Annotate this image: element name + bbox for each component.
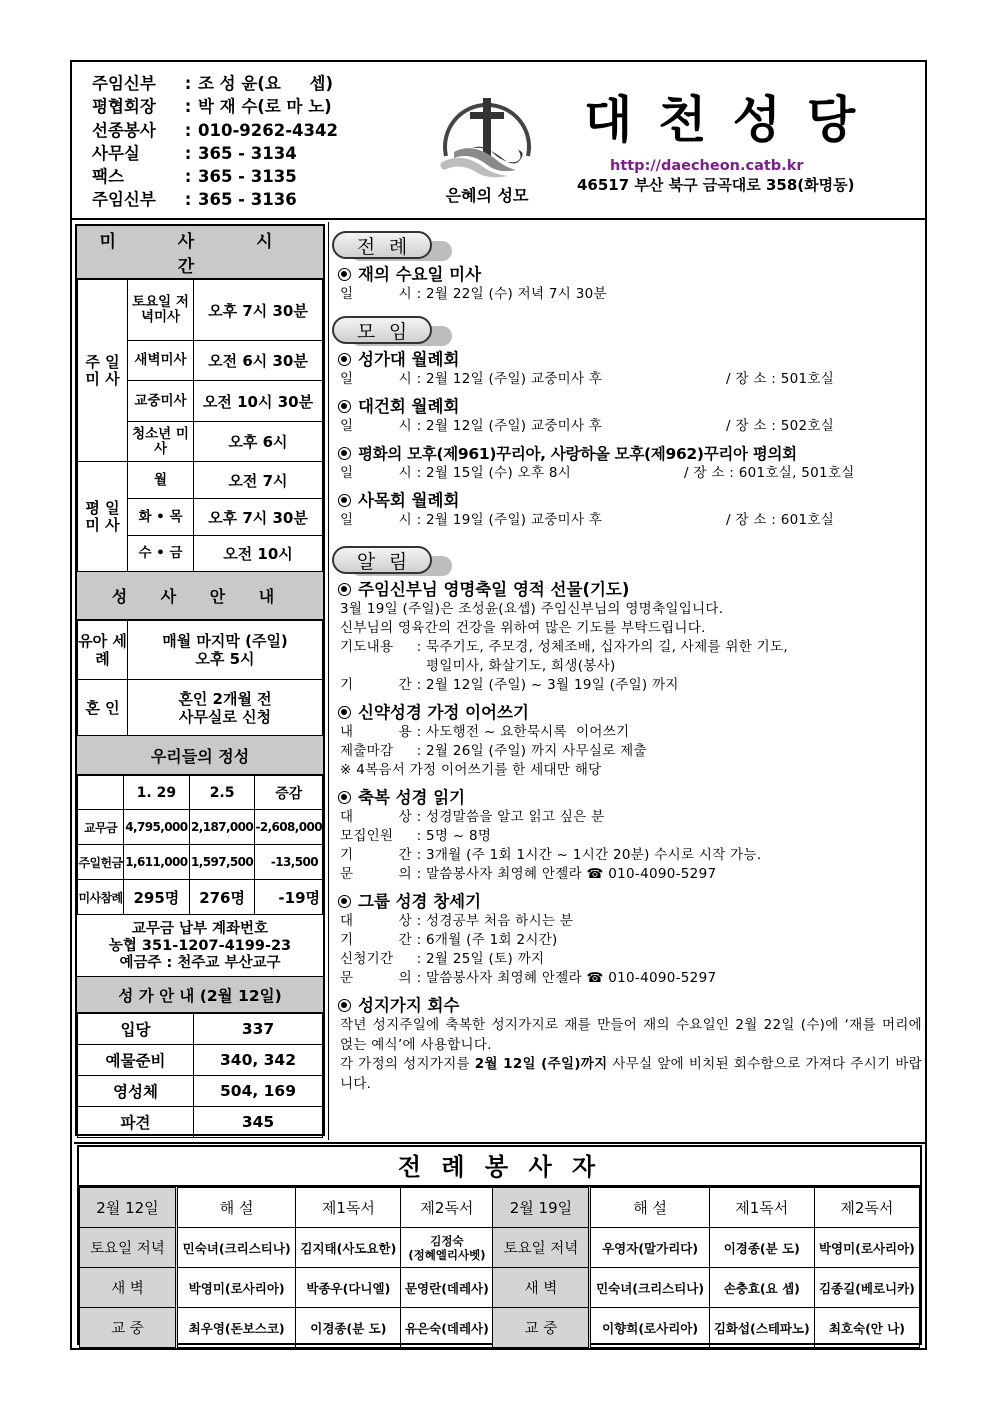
notice-bible-reading: 축복 성경 읽기 대 상 : 성경말씀을 알고 읽고 싶은 분 모집인원 : 5명 ~ 8명 기 간 : 3개월 (주 1회 1시간 ~ 1시간 20분) 수시로 시작 가능. 문 의 : 말씀봉사자 최영혜 안젤라 ☎ 010-4090-5297 xyxy=(340,788,762,882)
servers-title: 전 례 봉 사 자 xyxy=(79,1147,920,1187)
cross-wave-icon xyxy=(432,86,542,181)
column-divider xyxy=(328,222,329,1140)
logo-caption: 은혜의 성모 xyxy=(445,186,529,205)
meeting-item: 사목회 월례회 일 시 : 2월 19일 (주일) 교중미사 후 / 장 소 : 601호실 xyxy=(340,491,835,528)
sacraments-title: 성 사 안 내 xyxy=(77,572,323,620)
offerings-table: 1. 29 2.5 증감 교무금 4,795,000 2,187,000 -2,608,000 주일헌금 1,611,000 1,597,500 -13,500 미사참례 295명 276명 -19명 xyxy=(77,775,323,915)
section-tag-liturgy: 전 례 xyxy=(332,231,432,261)
notice-genesis: 그룹 성경 창세기 대 상 : 성경공부 처음 하시는 분 기 간 : 6개월 (주 1회 2시간) 신청기간 : 2월 25일 (토) 까지 문 의 : 말씀봉사자 최영혜 안젤라 ☎ 010-4090-5297 xyxy=(340,892,717,986)
church-url-link[interactable]: http://daecheon.catb.kr xyxy=(610,158,804,174)
notice-nt-copy: 신약성경 가정 이어쓰기 내 용 : 사도행전 ~ 요한묵시록 이어쓰기 제출마감 : 2월 26일 (주일) 까지 사무실로 제출 ※ 4복음서 가정 이어쓰기를 한 세대만 해당 xyxy=(340,703,647,778)
contact-row: 선종봉사 : 010-9262-4342 xyxy=(92,120,338,140)
contact-row: 주임신부 : 조 성 윤(요 셉) xyxy=(92,74,333,93)
notice-palms: 성지가지 회수 작년 성지주일에 축복한 성지가지로 재를 만들어 재의 수요일인 2월 22일 (수)에 ‘재를 머리에 얹는 예식’에 사용합니다. 각 가정의 성지가지를 2월 12일 (주일)까지 사무실 앞에 비치된 회수함으로 가져다 주시기 바랍니다. xyxy=(340,996,922,1092)
hymns-title: 성 가 안 내 (2월 12일) xyxy=(77,977,323,1013)
servers-row: 교 중 최우영(돈보스코) 이경종(분 도) 유은숙(데레사) 교 중 이향희(로사리아) 김화섭(스테파노) 최호숙(안 나) xyxy=(80,1308,920,1348)
notice-feast: 주임신부님 영명축일 영적 선물(기도) 3월 19일 (주일)은 조성윤(요셉) 주임신부님의 영명축일입니다. 신부님의 영육간의 건강을 위하여 많은 기도를 부탁드립니다. 기도내용 : 묵주기도, 주모경, 성체조배, 십자가의 길, 사제를 위한 기도, 평일미사, 화살기도, 희생(봉사) 기 간 : 2월 12일 (주일) ~ 3월 19일 (주일) 까지 xyxy=(340,580,788,693)
church-logo xyxy=(432,86,542,206)
meeting-item: 성가대 월례회 일 시 : 2월 12일 (주일) 교중미사 후 / 장 소 : 501호실 xyxy=(340,350,835,387)
liturgy-item: 재의 수요일 미사 일 시 : 2월 22일 (수) 저녁 7시 30분 xyxy=(340,265,607,302)
bullet-icon xyxy=(338,583,351,596)
bulletin-header xyxy=(72,62,925,220)
contact-row: 사무실 : 365 - 3134 xyxy=(92,143,297,163)
servers-row: 토요일 저녁 민숙녀(크리스티나) 김지태(사도요한) 김정숙 (정혜엘리사벳) 토요일 저녁 우영자(말가리다) 이경종(분 도) 박영미(로사리아) xyxy=(80,1228,920,1268)
bullet-icon xyxy=(338,999,351,1012)
bullet-icon xyxy=(338,895,351,908)
section-tag-notices: 알 림 xyxy=(332,546,432,576)
contact-row: 팩스 : 365 - 3135 xyxy=(92,167,297,187)
right-column xyxy=(332,227,925,1137)
mass-times-title: 미 사 시 간 xyxy=(77,226,323,279)
account-info: 교무금 납부 계좌번호 농협 351-1207-4199-23 예금주 : 천주교 부산교구 xyxy=(77,915,323,977)
hymns-table: 입당 337 예물준비 340, 342 영성체 504, 169 파견 345 xyxy=(77,1013,323,1138)
servers-table: 2월 12일 해 설 제1독서 제2독서 2월 19일 해 설 제1독서 제2독서 토요일 저녁 민숙녀(크리스티나) 김지태(사도요한) 김정숙 (정혜엘리사벳) 토요일 저녁 우영자(말가리다) 이경종(분 도) 박영미(로사리아) 새 벽 박영미(로사리아) 박종우(다니엘) 문영란(데레사) 새 벽 민숙녀(크리스티나) 손충효(요 셉) 김종길(베로니카) 교 중 최우영(돈보스코) 이경종(분 도) 유은숙(데레사) 교 중 이향희(로사리아) 김화섭(스테파노) 최호숙(안 나) xyxy=(79,1187,920,1348)
bulletin-page xyxy=(70,60,927,1350)
section-tag-meetings: 모 임 xyxy=(332,316,432,346)
sunday-group-label: 주 일 미 사 xyxy=(78,280,128,462)
weekday-group-label: 평 일 미 사 xyxy=(78,462,128,572)
contact-row: 주임신부 : 365 - 3136 xyxy=(92,190,297,210)
phone-contact: 말씀봉사자 최영혜 안젤라 ☎ 010-4090-5297 xyxy=(426,866,717,882)
meeting-item: 대건회 월례회 일 시 : 2월 12일 (주일) 교중미사 후 / 장 소 : 502호실 xyxy=(340,397,835,434)
contact-row: 평협회장 : 박 재 수(로 마 노) xyxy=(92,97,332,117)
contact-list xyxy=(92,72,338,212)
bullet-icon xyxy=(338,494,351,507)
servers-row: 새 벽 박영미(로사리아) 박종우(다니엘) 문영란(데레사) 새 벽 민숙녀(크리스티나) 손충효(요 셉) 김종길(베로니카) xyxy=(80,1268,920,1308)
bullet-icon xyxy=(338,791,351,804)
mass-times-table: 주 일 미 사 토요일 저녁미사 오후 7시 30분 새벽미사 오전 6시 30분 교중미사 오전 10시 30분 청소년 미사 오후 6시 평 일 미 사 월 오전 7시 화 • 목 오후 7시 30분 수 • 금 오전 10시 xyxy=(77,279,323,572)
bullet-icon xyxy=(338,268,351,281)
phone-contact: 말씀봉사자 최영혜 안젤라 ☎ 010-4090-5297 xyxy=(426,970,717,986)
church-address: 46517 부산 북구 금곡대로 358(화명동) xyxy=(577,176,855,194)
servers-section xyxy=(77,1145,922,1345)
meeting-item: 평화의 모후(제961)꾸리아, 사랑하올 모후(제962)꾸리아 평의회 일 시 : 2월 15일 (수) 오후 8시 / 장 소 : 601호실, 501호실 xyxy=(340,445,855,481)
bullet-icon xyxy=(338,706,351,719)
left-column xyxy=(75,224,325,1136)
bullet-icon xyxy=(338,353,351,366)
church-name: 대천성당 xyxy=(584,91,882,149)
bullet-icon xyxy=(338,400,351,413)
bullet-icon xyxy=(338,447,351,460)
sacraments-table: 유아 세례 매월 마지막 (주일) 오후 5시 혼 인 혼인 2개월 전 사무실로 신청 xyxy=(77,620,323,736)
offerings-title: 우리들의 정성 xyxy=(77,736,323,775)
